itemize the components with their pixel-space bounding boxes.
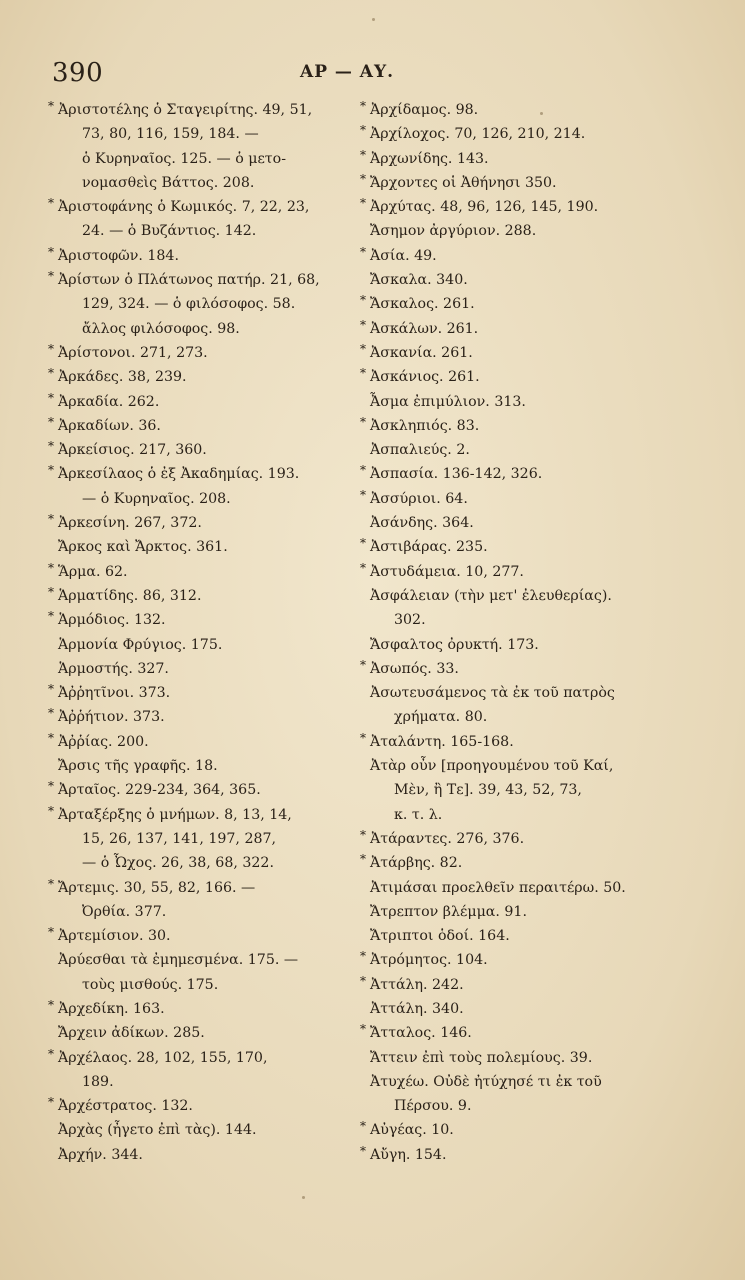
index-entry-line — [48, 730, 352, 754]
asterisk-mark: * — [48, 390, 54, 405]
index-entry-line — [52, 1118, 352, 1142]
index-entry-line — [48, 560, 352, 584]
asterisk-mark: * — [360, 171, 366, 186]
index-entry-line — [52, 147, 352, 171]
asterisk-mark: * — [360, 657, 366, 672]
index-entry-line — [52, 900, 352, 924]
index-entry-line — [360, 195, 664, 219]
index-entry-text: Ἀτάραντες. 276, 376. — [370, 830, 525, 847]
paper-speck — [540, 112, 543, 115]
index-entry-text: Ἀρχέλαος. 28, 102, 155, 170, — [58, 1049, 268, 1066]
index-entry-line — [52, 487, 352, 511]
index-entry-line — [48, 997, 352, 1021]
index-entry-line — [360, 948, 664, 972]
asterisk-mark: * — [48, 244, 54, 259]
index-entry-line — [52, 171, 352, 195]
index-entry-text: 73, 80, 116, 159, 184. — — [82, 126, 259, 143]
index-entry-line — [48, 681, 352, 705]
index-entry-text: Ἄσκαλα. 340. — [370, 272, 468, 289]
index-entry-text: Ἀσωπός. 33. — [370, 660, 459, 677]
index-entry-text: Ἄσφαλτος ὀρυκτή. 173. — [370, 636, 539, 653]
index-entry-text: ὁ Κυρηναῖος. 125. — ὁ μετο- — [82, 150, 286, 167]
index-entry-line — [48, 608, 352, 632]
index-entry-text: Ἀρκεσίνη. 267, 372. — [58, 515, 202, 532]
index-entry-text: Ἄτταλος. 146. — [370, 1025, 472, 1042]
index-entry-line — [48, 1046, 352, 1070]
index-entry-line — [360, 657, 664, 681]
paper-speck — [372, 18, 375, 21]
asterisk-mark: * — [360, 293, 366, 308]
index-entry-text: Ἀσπασία. 136-142, 326. — [370, 466, 543, 483]
page-number: 390 — [52, 58, 104, 88]
index-entry-line — [364, 778, 664, 802]
asterisk-mark: * — [360, 560, 366, 575]
asterisk-mark: * — [48, 1046, 54, 1061]
asterisk-mark: * — [360, 196, 366, 211]
index-entry-text: ἄλλος φιλόσοφος. 98. — [82, 320, 240, 337]
index-entry-text: Ἀσφάλειαν (τὴν μετ' ἐλευθερίας). — [370, 587, 612, 604]
asterisk-mark: * — [360, 317, 366, 332]
asterisk-mark: * — [360, 730, 366, 745]
asterisk-mark: * — [48, 341, 54, 356]
index-entry-text: Ἀτρόμητος. 104. — [370, 952, 488, 969]
asterisk-mark: * — [360, 852, 366, 867]
index-entry-line — [360, 365, 664, 389]
asterisk-mark: * — [48, 439, 54, 454]
index-entry-text: Ἀρτεμίσιον. 30. — [58, 928, 171, 945]
index-entry-text: Ἀριστοτέλης ὁ Σταγειρίτης. 49, 51, — [58, 102, 313, 118]
index-entry-line — [364, 1094, 664, 1118]
asterisk-mark: * — [48, 609, 54, 624]
index-entry-text: Ἀτάρβης. 82. — [370, 855, 463, 872]
asterisk-mark: * — [360, 1119, 366, 1134]
index-entry-line — [364, 876, 664, 900]
asterisk-mark: * — [360, 366, 366, 381]
index-entry-text: Ἀσκάλων. 261. — [370, 320, 479, 337]
index-entry-line — [48, 1094, 352, 1118]
asterisk-mark: * — [48, 997, 54, 1012]
index-entry-line — [360, 1118, 664, 1142]
index-entry-line — [360, 560, 664, 584]
index-entry-line — [360, 147, 664, 171]
index-entry-text: Ἁρμονία Φρύγιος. 175. — [58, 636, 223, 653]
index-entry-text: Ἀταλάντη. 165-168. — [370, 733, 514, 750]
index-entry-text: Ἀρκαδία. 262. — [58, 393, 160, 410]
index-entry-text: — ὁ Ὦχος. 26, 38, 68, 322. — [82, 855, 274, 872]
paper-speck — [302, 1196, 305, 1199]
index-entry-text: — ὁ Κυρηναῖος. 208. — [82, 490, 231, 507]
index-entry-text: Αὔγη. 154. — [370, 1146, 447, 1163]
index-entry-text: Ἀστιβάρας. 235. — [370, 539, 488, 556]
index-entry-line — [48, 98, 352, 122]
index-entry-line — [48, 876, 352, 900]
asterisk-mark: * — [360, 487, 366, 502]
index-entry-text: Ἀῤῥίας. 200. — [58, 733, 149, 750]
index-entry-text: 129, 324. — ὁ φιλόσοφος. 58. — [82, 296, 296, 313]
index-entry-line — [48, 268, 352, 292]
index-entry-line — [52, 973, 352, 997]
index-entry-line — [52, 657, 352, 681]
index-entry-line — [52, 122, 352, 146]
asterisk-mark: * — [48, 706, 54, 721]
index-entry-line — [48, 705, 352, 729]
index-entry-line — [48, 390, 352, 414]
index-entry-text: Ἀσκληπιός. 83. — [370, 417, 480, 434]
index-entry-text: Ἀρκαδίων. 36. — [58, 417, 161, 434]
index-entry-line — [52, 851, 352, 875]
asterisk-mark: * — [48, 560, 54, 575]
index-entry-text: Ἀρχήν. 344. — [58, 1146, 143, 1163]
index-entry-text: Πέρσου. 9. — [394, 1098, 472, 1115]
index-entry-text: Ἅρμα. 62. — [58, 563, 128, 580]
index-entry-text: Ἀτὰρ οὖν [προηγουμένου τοῦ Καί, — [370, 758, 614, 775]
index-entry-line — [360, 487, 664, 511]
index-entry-line — [364, 608, 664, 632]
index-entry-text: 24. — ὁ Βυζάντιος. 142. — [82, 223, 257, 240]
asterisk-mark: * — [48, 269, 54, 284]
index-entry-text: Ἀσκανία. 261. — [370, 344, 473, 361]
asterisk-mark: * — [360, 1143, 366, 1158]
index-entry-text: Ἀρκεσίλαος ὁ ἐξ Ἀκαδημίας. 193. — [58, 466, 300, 483]
index-entry-line — [360, 292, 664, 316]
index-entry-text: Ἄρτεμις. 30, 55, 82, 166. — — [58, 879, 256, 896]
index-entry-line — [360, 535, 664, 559]
asterisk-mark: * — [360, 1022, 366, 1037]
index-entry-line — [360, 851, 664, 875]
index-entry-text: Ἄρχοντες οἱ Ἀθήνησι 350. — [370, 174, 557, 191]
index-entry-text: Ἀριστοφῶν. 184. — [58, 247, 179, 264]
asterisk-mark: * — [48, 682, 54, 697]
index-entry-text: Ἄρχειν ἀδίκων. 285. — [58, 1025, 205, 1042]
index-entry-text: Ἀρκάδες. 38, 239. — [58, 369, 187, 386]
index-entry-text: 189. — [82, 1073, 114, 1090]
asterisk-mark: * — [360, 536, 366, 551]
index-entry-line — [48, 438, 352, 462]
index-entry-line — [52, 292, 352, 316]
asterisk-mark: * — [360, 414, 366, 429]
index-entry-text: Ἄρκος καὶ Ἄρκτος. 361. — [58, 539, 228, 556]
asterisk-mark: * — [48, 196, 54, 211]
index-entry-line — [364, 754, 664, 778]
index-entry-text: τοὺς μισθούς. 175. — [82, 976, 219, 993]
index-entry-text: Ἀρίστονοι. 271, 273. — [58, 344, 208, 361]
index-entry-text: Ἀττάλη. 242. — [370, 976, 464, 993]
index-entry-line — [48, 341, 352, 365]
index-entry-line — [52, 1021, 352, 1045]
index-entry-text: Ἀρχίδαμος. 98. — [370, 102, 479, 118]
index-entry-text: Ἀρκείσιος. 217, 360. — [58, 442, 207, 459]
index-entry-line — [360, 98, 664, 122]
index-entry-text: Ὀρθία. 377. — [82, 903, 167, 920]
index-entry-line — [360, 414, 664, 438]
asterisk-mark: * — [360, 463, 366, 478]
asterisk-mark: * — [360, 244, 366, 259]
asterisk-mark: * — [360, 973, 366, 988]
asterisk-mark: * — [48, 463, 54, 478]
index-entry-text: Ἀτιμάσαι προελθεῖν περαιτέρω. 50. — [370, 879, 626, 896]
index-entry-text: Ἄσημον ἀργύριον. 288. — [370, 223, 537, 240]
index-entry-line — [364, 438, 664, 462]
index-entry-text: νομασθεὶς Βάττος. 208. — [82, 174, 255, 191]
asterisk-mark: * — [360, 949, 366, 964]
asterisk-mark: * — [48, 876, 54, 891]
asterisk-mark: * — [48, 1095, 54, 1110]
index-entry-line — [52, 633, 352, 657]
index-entry-line — [364, 681, 664, 705]
index-entry-text: Ἄτρεπτον βλέμμα. 91. — [370, 903, 527, 920]
index-entry-line — [364, 1070, 664, 1094]
index-entry-text: 15, 26, 137, 141, 197, 287, — [82, 830, 277, 847]
index-entry-line — [48, 778, 352, 802]
index-entry-line — [52, 535, 352, 559]
index-entry-line — [48, 195, 352, 219]
index-entry-line — [364, 390, 664, 414]
index-entry-text: χρήματα. 80. — [394, 709, 488, 726]
index-entry-line — [48, 365, 352, 389]
asterisk-mark: * — [48, 99, 54, 113]
asterisk-mark: * — [48, 414, 54, 429]
index-entry-text: Ἆσμα ἐπιμύλιον. 313. — [370, 393, 526, 410]
index-entry-text: Ἀρχύτας. 48, 96, 126, 145, 190. — [370, 199, 599, 216]
asterisk-mark: * — [360, 147, 366, 162]
index-entry-text: Ἀρταῖος. 229-234, 364, 365. — [58, 782, 261, 799]
index-entry-text: Ἀρχωνίδης. 143. — [370, 150, 489, 167]
asterisk-mark: * — [48, 366, 54, 381]
index-entry-line — [48, 414, 352, 438]
asterisk-mark: * — [48, 925, 54, 940]
asterisk-mark: * — [360, 341, 366, 356]
index-entry-text: Ἀρίστων ὁ Πλάτωνος πατήρ. 21, 68, — [58, 272, 320, 289]
index-entry-line — [364, 584, 664, 608]
index-entry-line — [360, 730, 664, 754]
index-entry-line — [52, 827, 352, 851]
index-entry-text: 302. — [394, 612, 426, 629]
index-entry-line — [364, 997, 664, 1021]
index-entry-line — [52, 754, 352, 778]
asterisk-mark: * — [360, 99, 366, 113]
index-entry-text: Ἀσωτευσάμενος τὰ ἐκ τοῦ πατρὸς — [370, 685, 615, 702]
asterisk-mark: * — [360, 827, 366, 842]
index-entry-line — [364, 705, 664, 729]
index-entry-line — [360, 973, 664, 997]
index-entry-line — [364, 803, 664, 827]
index-entry-line — [48, 511, 352, 535]
index-entry-line — [364, 900, 664, 924]
index-entry-text: Ἀττάλη. 340. — [370, 1000, 464, 1017]
index-entry-text: Ἀρχίλοχος. 70, 126, 210, 214. — [370, 126, 586, 143]
index-entry-line — [48, 462, 352, 486]
index-entry-text: Ἁρμόδιος. 132. — [58, 612, 166, 629]
index-entry-text: Ἀσσύριοι. 64. — [370, 490, 468, 507]
index-entry-text: Ἁρμοστής. 327. — [58, 660, 169, 677]
index-entry-text: Ἁρματίδης. 86, 312. — [58, 587, 202, 604]
index-entry-text: Ἄτριπτοι ὁδοί. 164. — [370, 928, 510, 945]
asterisk-mark: * — [48, 730, 54, 745]
index-entry-text: Ἀρχὰς (ἦγετο ἐπὶ τὰς). 144. — [58, 1122, 257, 1139]
index-entry-text: Ἀστυδάμεια. 10, 277. — [370, 563, 524, 580]
index-entry-line — [48, 244, 352, 268]
index-entry-line — [48, 924, 352, 948]
index-entry-line — [52, 317, 352, 341]
index-entry-line — [360, 827, 664, 851]
index-entry-line — [360, 317, 664, 341]
index-entry-text: Ἀρχέστρατος. 132. — [58, 1098, 193, 1115]
index-entry-text: Ἀρταξέρξης ὁ μνήμων. 8, 13, 14, — [58, 806, 292, 823]
index-entry-text: Ἄττειν ἐπὶ τοὺς πολεμίους. 39. — [370, 1049, 593, 1066]
index-entry-text: κ. τ. λ. — [394, 806, 443, 823]
index-entry-text: Ἀριστοφάνης ὁ Κωμικός. 7, 22, 23, — [58, 199, 310, 216]
running-head: ΑΡ — ΑΥ. — [300, 62, 395, 82]
index-entry-line — [52, 1070, 352, 1094]
index-entry-line — [360, 462, 664, 486]
index-entry-line — [52, 1143, 352, 1167]
index-entry-line — [364, 268, 664, 292]
index-entry-text: Μὲν, ἢ Τε]. 39, 43, 52, 73, — [394, 782, 582, 799]
index-entry-text: Ἄσκαλος. 261. — [370, 296, 475, 313]
index-entry-line — [360, 171, 664, 195]
index-entry-text: Ἀσπαλιεύς. 2. — [370, 442, 470, 459]
index-column-right — [360, 98, 664, 1167]
index-entry-line — [360, 341, 664, 365]
index-entry-line — [360, 1021, 664, 1045]
index-entry-line — [360, 244, 664, 268]
index-entry-text: Ἀσκάνιος. 261. — [370, 369, 480, 386]
index-entry-line — [364, 924, 664, 948]
index-entry-line — [48, 584, 352, 608]
asterisk-mark: * — [48, 779, 54, 794]
index-entry-text: Ἀρχεδίκη. 163. — [58, 1000, 165, 1017]
index-entry-line — [364, 1046, 664, 1070]
index-entry-text: Ἀῤῥητῖνοι. 373. — [58, 685, 171, 702]
index-entry-text: Ἀσάνδης. 364. — [370, 515, 474, 532]
index-entry-text: Ἀσία. 49. — [370, 247, 437, 264]
index-entry-line — [52, 948, 352, 972]
asterisk-mark: * — [48, 512, 54, 527]
index-entry-text: Αὐγέας. 10. — [370, 1122, 454, 1139]
index-entry-line — [360, 1143, 664, 1167]
index-entry-text: Ἀρύεσθαι τὰ ἐμημεσμένα. 175. — — [58, 952, 299, 969]
index-entry-text: Ἀῤῥήτιον. 373. — [58, 709, 165, 726]
asterisk-mark: * — [48, 803, 54, 818]
index-entry-text: Ἀτυχέω. Οὐδὲ ἠτύχησέ τι ἐκ τοῦ — [370, 1073, 602, 1090]
index-entry-line — [364, 633, 664, 657]
index-entry-line — [360, 122, 664, 146]
index-entry-text: Ἄρσις τῆς γραφῆς. 18. — [58, 758, 218, 775]
index-entry-line — [52, 219, 352, 243]
index-entry-line — [48, 803, 352, 827]
index-column-left — [48, 98, 352, 1167]
asterisk-mark: * — [48, 584, 54, 599]
asterisk-mark: * — [360, 123, 366, 138]
index-entry-line — [364, 511, 664, 535]
index-entry-line — [364, 219, 664, 243]
